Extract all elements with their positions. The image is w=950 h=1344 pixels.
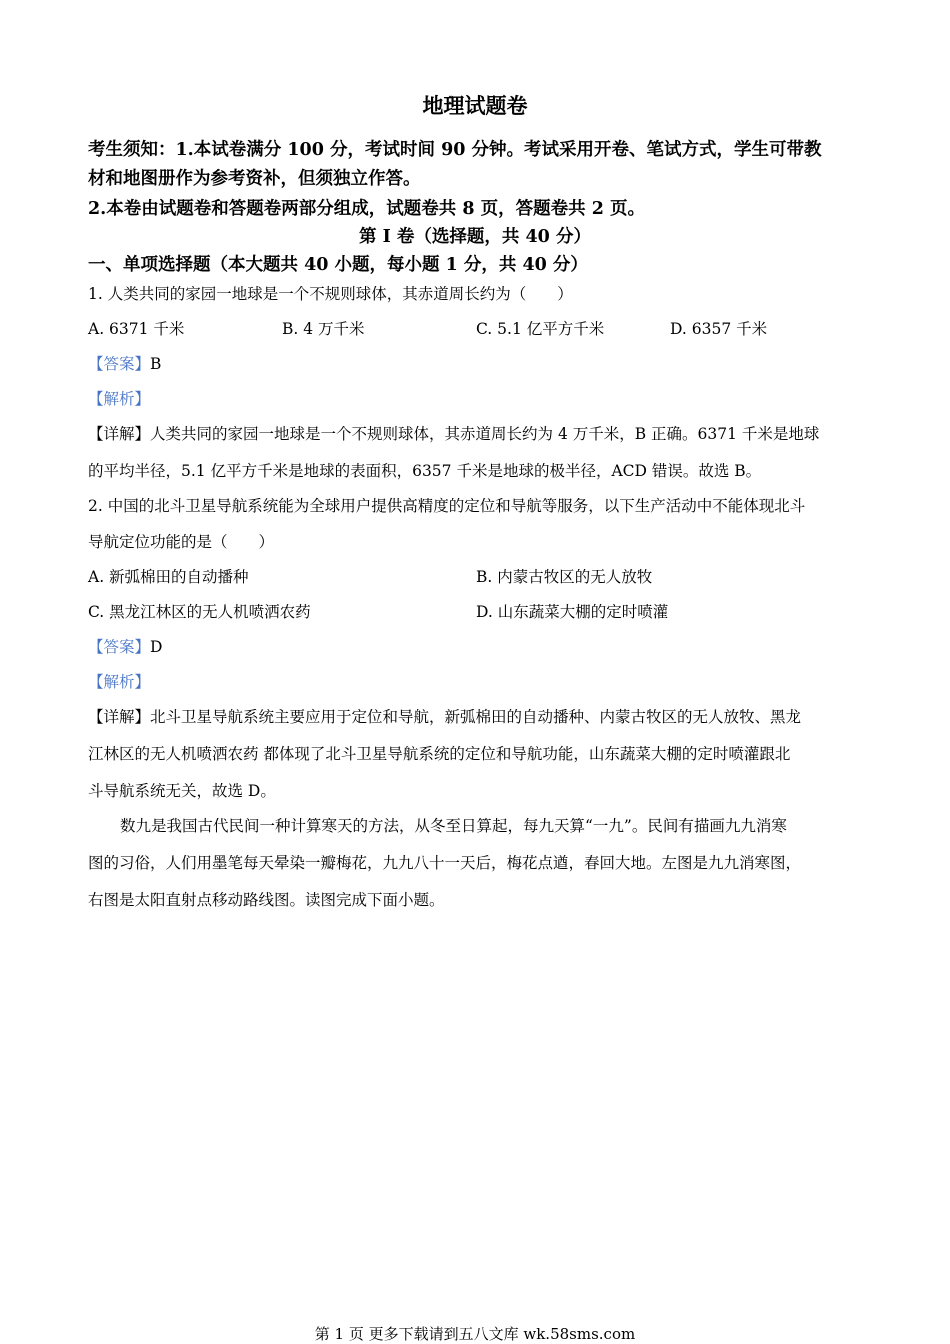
question-2-stem-line-2: 导航定位功能的是（ ） xyxy=(88,533,275,551)
part-title: 第 I 卷（选择题，共 40 分） xyxy=(359,227,591,247)
answer-value: B xyxy=(150,355,162,373)
question-2-option-c: C. 黑龙江林区的无人机喷洒农药 xyxy=(88,603,311,621)
question-2-detail-line-3: 斗导航系统无关，故选 D。 xyxy=(88,782,276,800)
page-footer: 第 1 页 更多下载请到五八文库 wk.58sms.com xyxy=(314,1325,636,1343)
question-1-stem: 1. 人类共同的家园一地球是一个不规则球体，其赤道周长约为（ ） xyxy=(88,285,573,303)
question-2-stem-line-1: 2. 中国的北斗卫星导航系统能为全球用户提供高精度的定位和导航等服务，以下生产活动中不能体现北斗 xyxy=(88,497,806,515)
answer-value: D xyxy=(150,638,163,656)
section-title: 一、单项选择题（本大题共 40 小题，每小题 1 分，共 40 分） xyxy=(88,255,588,275)
question-1-option-a: A. 6371 千米 xyxy=(88,320,185,338)
notice-line-1: 考生须知：1.本试卷满分 100 分，考试时间 90 分钟。考试采用开卷、笔试方式，学生可带教 xyxy=(88,140,822,160)
question-1-option-c: C. 5.1 亿平方千米 xyxy=(476,320,605,338)
passage-line-2: 图的习俗，人们用墨笔每天晕染一瓣梅花，九九八十一天后，梅花点遒，春回大地。左图是九九消寒图， xyxy=(88,854,802,872)
question-2-option-d: D. 山东蔬菜大棚的定时喷灌 xyxy=(476,603,669,621)
notice-line-2: 材和地图册作为参考资补，但须独立作答。 xyxy=(88,169,421,189)
question-1-detail-line-2: 的平均半径，5.1 亿平方千米是地球的表面积，6357 千米是地球的极半径，ACD 错误。故选 B。 xyxy=(88,462,762,480)
document-title: 地理试题卷 xyxy=(422,93,528,118)
question-2-option-b: B. 内蒙古牧区的无人放牧 xyxy=(476,568,653,586)
passage-line-3: 右图是太阳直射点移动路线图。读图完成下面小题。 xyxy=(88,891,445,909)
detail-text: 人类共同的家园一地球是一个不规则球体，其赤道周长约为 4 万千米，B 正确。6371 千米是地球 xyxy=(150,425,820,443)
question-2-option-a: A. 新弧棉田的自动播种 xyxy=(88,568,249,586)
question-1-option-b: B. 4 万千米 xyxy=(282,320,365,338)
answer-label: 【答案】 xyxy=(88,355,151,373)
question-2-answer xyxy=(88,635,162,657)
detail-text: 北斗卫星导航系统主要应用于定位和导航，新弧棉田的自动播种、内蒙古牧区的无人放牧、黑龙 xyxy=(150,708,802,726)
question-1-analysis-label: 【解析】 xyxy=(88,390,151,408)
question-1-detail-line-1 xyxy=(88,422,819,444)
question-1-answer xyxy=(88,352,161,374)
detail-label: 【详解】 xyxy=(88,425,151,443)
notice-line-3: 2.本卷由试题卷和答题卷两部分组成，试题卷共 8 页，答题卷共 2 页。 xyxy=(88,199,645,219)
question-2-detail-line-1 xyxy=(88,705,801,727)
answer-label: 【答案】 xyxy=(88,638,151,656)
question-1-option-d: D. 6357 千米 xyxy=(670,320,768,338)
question-2-analysis-label: 【解析】 xyxy=(88,673,151,691)
passage-line-1: 数九是我国古代民间一种计算寒天的方法，从冬至日算起，每九天算“一九”。民间有描画九九消寒 xyxy=(120,817,787,835)
detail-label: 【详解】 xyxy=(88,708,151,726)
question-2-detail-line-2: 江林区的无人机喷洒农药 都体现了北斗卫星导航系统的定位和导航功能，山东蔬菜大棚的定时喷灌跟北 xyxy=(88,745,791,763)
